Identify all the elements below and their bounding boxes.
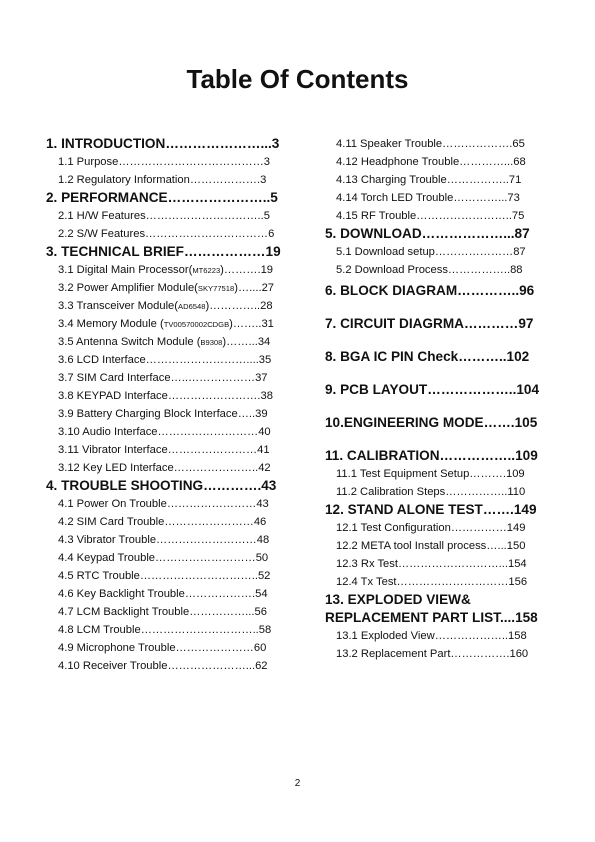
- toc-entry-text: 4.5 RTC Trouble…………………………..52: [58, 570, 271, 582]
- toc-subsection-entry[interactable]: [46, 459, 286, 477]
- toc-entry-text: 3.5 Antenna Switch Module (: [58, 336, 201, 348]
- toc-subsection-entry[interactable]: [46, 441, 286, 459]
- toc-left-column: [46, 135, 286, 675]
- toc-subsection-entry[interactable]: [46, 639, 286, 657]
- toc-entry-page-ref: )……...34: [222, 336, 271, 348]
- toc-subsection-entry[interactable]: [46, 405, 286, 423]
- toc-entry-text: 4.2 SIM Card Trouble……………………46: [58, 516, 267, 528]
- toc-subsection-entry[interactable]: [325, 537, 543, 555]
- toc-entry-text: 3.3 Transceiver Module(: [58, 300, 179, 312]
- toc-entry-text: 2.2 S/W Features……………………………6: [58, 228, 275, 240]
- toc-entry-part-number: B9308: [200, 338, 223, 347]
- toc-entry-text: 5.1 Download setup…………………87: [336, 246, 526, 258]
- toc-subsection-entry[interactable]: [46, 657, 286, 675]
- toc-subsection-entry[interactable]: [46, 225, 286, 243]
- toc-entry-text: 3.7 SIM Card Interface…..………………37: [58, 372, 268, 384]
- toc-entry-text: 3. TECHNICAL BRIEF………………19: [46, 244, 281, 259]
- toc-subsection-entry[interactable]: [46, 621, 286, 639]
- toc-section-entry[interactable]: [325, 591, 543, 609]
- toc-right-column: [325, 135, 543, 663]
- toc-entry-text: 13.2 Replacement Part…………….160: [336, 648, 529, 660]
- toc-entry-page-ref: )……..31: [229, 318, 274, 330]
- toc-subsection-entry[interactable]: [46, 153, 286, 171]
- toc-subsection-entry[interactable]: [325, 555, 543, 573]
- toc-entry-text: 4.13 Charging Trouble……………..71: [336, 174, 522, 186]
- toc-section-entry[interactable]: [325, 447, 543, 465]
- toc-subsection-entry[interactable]: [46, 207, 286, 225]
- toc-section-entry[interactable]: [325, 315, 543, 333]
- toc-subsection-entry[interactable]: [325, 627, 543, 645]
- toc-entry-text: 11. CALIBRATION……………..109: [325, 448, 538, 463]
- toc-subsection-entry[interactable]: [46, 549, 286, 567]
- toc-entry-text: 5.2 Download Process……………..88: [336, 264, 523, 276]
- toc-section-entry[interactable]: [46, 135, 286, 153]
- toc-entry-text: 2.1 H/W Features…………………………..5: [58, 210, 270, 222]
- toc-subsection-entry[interactable]: [325, 261, 543, 279]
- toc-subsection-entry[interactable]: [325, 135, 543, 153]
- toc-entry-text: REPLACEMENT PART LIST....158: [325, 610, 538, 625]
- toc-entry-text: 12. STAND ALONE TEST…….149: [325, 502, 537, 517]
- toc-entry-text: 4.1 Power On Trouble……………………43: [58, 498, 269, 510]
- toc-entry-text: 9. PCB LAYOUT………………..104: [325, 382, 540, 397]
- toc-entry-text: 4.14 Torch LED Trouble…………...73: [336, 192, 520, 204]
- toc-entry-text: 4.6 Key Backlight Trouble……………….54: [58, 588, 268, 600]
- toc-entry-text: 3.9 Battery Charging Block Interface…..39: [58, 408, 268, 420]
- toc-subsection-entry[interactable]: [325, 243, 543, 261]
- toc-entry-text: 3.1 Digital Main Processor(: [58, 264, 193, 276]
- toc-entry-text: 4.15 RF Trouble……………………..75: [336, 210, 525, 222]
- toc-entry-text: 3.10 Audio Interface………………………40: [58, 426, 271, 438]
- toc-entry-text: 11.1 Test Equipment Setup……….109: [336, 468, 525, 480]
- toc-subsection-entry[interactable]: [46, 387, 286, 405]
- toc-subsection-entry[interactable]: [46, 369, 286, 387]
- toc-entry-text: 3.11 Vibrator Interface……………………41: [58, 444, 270, 456]
- toc-entry-text: 1. INTRODUCTION…………………...3: [46, 136, 280, 151]
- toc-subsection-entry[interactable]: [46, 279, 286, 297]
- toc-entry-text: 13. EXPLODED VIEW&: [325, 592, 471, 607]
- toc-entry-page-ref: )……….19: [220, 264, 274, 276]
- toc-section-entry[interactable]: [325, 501, 543, 519]
- toc-section-entry[interactable]: [325, 225, 543, 243]
- toc-entry-text: 6. BLOCK DIAGRAM…………..96: [325, 283, 535, 298]
- toc-entry-text: 11.2 Calibration Steps……………..110: [336, 486, 526, 498]
- toc-entry-text: 1.2 Regulatory Information……………….3: [58, 174, 267, 186]
- toc-entry-text: 4.11 Speaker Trouble……………….65: [336, 138, 525, 150]
- toc-section-entry[interactable]: [46, 189, 286, 207]
- toc-subsection-entry[interactable]: [46, 297, 286, 315]
- toc-entry-part-number: MT6223: [192, 266, 221, 275]
- toc-entry-text: 5. DOWNLOAD………………...87: [325, 226, 530, 241]
- toc-entry-text: 2. PERFORMANCE…………………..5: [46, 190, 278, 205]
- toc-entry-part-number: SKY77518: [197, 284, 235, 293]
- toc-subsection-entry[interactable]: [46, 351, 286, 369]
- toc-entry-text: 10.ENGINEERING MODE…….105: [325, 415, 538, 430]
- toc-subsection-entry[interactable]: [46, 531, 286, 549]
- toc-entry-text: 8. BGA IC PIN Check………..102: [325, 349, 530, 364]
- toc-entry-text: 13.1 Exploded View………………..158: [336, 630, 527, 642]
- toc-section-entry[interactable]: [325, 414, 543, 432]
- page-number: 2: [294, 778, 301, 789]
- toc-subsection-entry[interactable]: [46, 567, 286, 585]
- toc-section-entry[interactable]: [325, 348, 543, 366]
- toc-entry-text: 12.2 META tool Install process…...150: [336, 540, 526, 552]
- toc-subsection-entry[interactable]: [46, 315, 286, 333]
- toc-entry-page-ref: )…....27: [234, 282, 275, 294]
- toc-entry-text: 3.4 Memory Module (: [58, 318, 164, 330]
- toc-section-entry[interactable]: [46, 477, 286, 495]
- toc-entry-text: 4.10 Receiver Trouble…………………...62: [58, 660, 268, 672]
- toc-subsection-entry[interactable]: [46, 261, 286, 279]
- toc-entry-text: 4.4 Keypad Trouble………………………50: [58, 552, 269, 564]
- toc-subsection-entry[interactable]: [46, 423, 286, 441]
- toc-entry-text: 4.12 Headphone Trouble…………...68: [336, 156, 526, 168]
- toc-entry-text: 4. TROUBLE SHOOTING………….43: [46, 478, 277, 493]
- toc-entry-text: 4.3 Vibrator Trouble………………………48: [58, 534, 270, 546]
- toc-subsection-entry[interactable]: [325, 465, 543, 483]
- toc-entry-text: 3.12 Key LED Interface…………………..42: [58, 462, 271, 474]
- page-title: Table Of Contents: [186, 64, 409, 94]
- toc-entry-text: 3.8 KEYPAD Interface…………………….38: [58, 390, 273, 402]
- toc-subsection-entry[interactable]: [46, 603, 286, 621]
- toc-entry-text: 1.1 Purpose…………………………………3: [58, 156, 270, 168]
- toc-subsection-entry[interactable]: [46, 333, 286, 351]
- toc-section-entry[interactable]: [46, 243, 286, 261]
- toc-subsection-entry[interactable]: [325, 483, 543, 501]
- toc-entry-text: 12.1 Test Configuration……………149: [336, 522, 526, 534]
- toc-subsection-entry[interactable]: [46, 513, 286, 531]
- toc-entry-page-ref: )…………..28: [205, 300, 273, 312]
- toc-subsection-entry[interactable]: [325, 519, 543, 537]
- toc-entry-text: 4.7 LCM Backlight Trouble……………...56: [58, 606, 267, 618]
- toc-entry-text: 4.8 LCM Trouble…………………………..58: [58, 624, 272, 636]
- toc-entry-part-number: AD6548: [178, 302, 206, 311]
- toc-subsection-entry[interactable]: [46, 171, 286, 189]
- toc-subsection-entry[interactable]: [325, 153, 543, 171]
- toc-entry-text: 12.4 Tx Test…………………………156: [336, 576, 528, 588]
- toc-entry-text: 12.3 Rx Test………………………...154: [336, 558, 527, 570]
- toc-section-entry[interactable]: [325, 381, 543, 399]
- toc-subsection-entry[interactable]: [325, 573, 543, 591]
- toc-entry-part-number: TV00570002CDGB: [163, 320, 230, 329]
- toc-entry-text: 4.9 Microphone Trouble…………………60: [58, 642, 267, 654]
- toc-entry-text: 3.2 Power Amplifier Module(: [58, 282, 198, 294]
- toc-subsection-entry[interactable]: [46, 495, 286, 513]
- toc-entry-text: 3.6 LCD Interface………………………....35: [58, 354, 272, 366]
- toc-subsection-entry[interactable]: [325, 207, 543, 225]
- toc-subsection-entry[interactable]: [325, 171, 543, 189]
- toc-section-entry[interactable]: [325, 609, 543, 627]
- toc-subsection-entry[interactable]: [325, 645, 543, 663]
- toc-subsection-entry[interactable]: [46, 585, 286, 603]
- toc-subsection-entry[interactable]: [325, 189, 543, 207]
- toc-entry-text: 7. CIRCUIT DIAGRMA…………97: [325, 316, 534, 331]
- toc-section-entry[interactable]: [325, 282, 543, 300]
